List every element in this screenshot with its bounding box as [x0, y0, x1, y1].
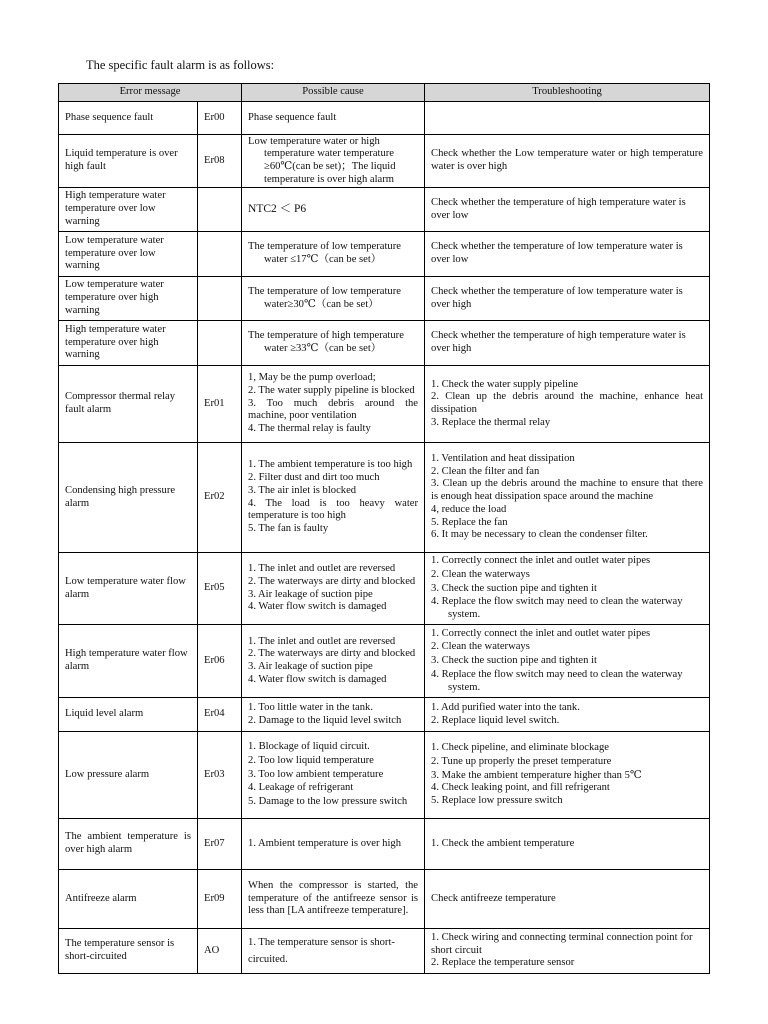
error-message: Low pressure alarm [59, 732, 198, 819]
cause-line: 5. The fan is faulty [248, 522, 329, 534]
trouble-line: 6. It may be necessary to clean the condenser filter. [431, 529, 648, 541]
trouble-line: Check whether the temperature of high temperature water is over high [431, 330, 686, 354]
error-code: Er09 [198, 870, 242, 929]
troubleshooting [425, 366, 710, 443]
possible-cause [242, 870, 425, 929]
trouble-line: 1. Correctly connect the inlet and outlet water pipes [431, 627, 651, 639]
cause-line: 1. The inlet and outlet are reversed [248, 563, 396, 575]
table-row [59, 277, 710, 321]
error-message: High temperature water temperature over low warning [59, 188, 198, 232]
cause-line: 3. Too low ambient temperature [248, 768, 384, 780]
cause-line: 1. The ambient temperature is too high [248, 459, 413, 471]
trouble-line: 4. Replace the flow switch may need to clean the waterway system. [431, 596, 683, 621]
cause-line: 4. Water flow switch is damaged [248, 673, 387, 685]
trouble-line: 5. Replace the fan [431, 516, 508, 528]
error-code: AO [198, 929, 242, 974]
cause-line: 1. The inlet and outlet are reversed [248, 635, 396, 647]
table-row [59, 443, 710, 553]
cause-line: 2. The waterways are dirty and blocked [248, 575, 416, 587]
possible-cause [242, 929, 425, 974]
troubleshooting [425, 732, 710, 819]
header-troubleshooting: Troubleshooting [425, 84, 710, 102]
trouble-line: Check antifreeze temperature [431, 892, 556, 904]
troubleshooting [425, 819, 710, 870]
troubleshooting [425, 870, 710, 929]
cause-line: 2. Too low liquid temperature [248, 754, 374, 766]
trouble-line: 4, reduce the load [431, 503, 507, 515]
error-code: Er01 [198, 366, 242, 443]
possible-cause [242, 553, 425, 625]
possible-cause [242, 732, 425, 819]
error-code: Er04 [198, 698, 242, 732]
error-message: Compressor thermal relay fault alarm [59, 366, 198, 443]
trouble-line: 2. Clean up the debris around the machine, enhance heat dissipation [431, 391, 704, 415]
troubleshooting [425, 698, 710, 732]
error-code [198, 321, 242, 366]
error-message: Low temperature water flow alarm [59, 553, 198, 625]
trouble-line: 1. Check the ambient temperature [431, 837, 575, 849]
possible-cause [242, 698, 425, 732]
trouble-line: 1. Check wiring and connecting terminal connection point for short circuit [431, 931, 693, 956]
cause-line: 5. Damage to the low pressure switch [248, 796, 408, 808]
possible-cause [242, 188, 425, 232]
trouble-line: 2. Clean the waterways [431, 568, 530, 580]
error-message: The ambient temperature is over high alarm [59, 819, 198, 870]
error-code [198, 277, 242, 321]
cause-line: 1, May be the pump overload; [248, 372, 376, 384]
table-row [59, 870, 710, 929]
table-row [59, 232, 710, 277]
cause-line: 4. Leakage of refrigerant [248, 782, 354, 794]
trouble-line: 2. Clean the filter and fan [431, 465, 540, 477]
trouble-line: 2. Replace the temperature sensor [431, 957, 575, 969]
trouble-line: 4. Replace the flow switch may need to clean the waterway system. [431, 668, 683, 693]
cause-line: Phase sequence fault [248, 111, 337, 123]
possible-cause [242, 625, 425, 698]
cause-line: 2. The waterways are dirty and blocked [248, 648, 416, 660]
trouble-line: 3. Make the ambient temperature higher than 5℃ [431, 769, 642, 781]
cause-line: 4. The load is too heavy water temperature is too high [248, 497, 419, 522]
cause-line: The temperature of low temperature water≥30℃（can be set） [248, 285, 401, 310]
possible-cause [242, 232, 425, 277]
cause-line: 1. Too little water in the tank. [248, 701, 373, 713]
table-row [59, 321, 710, 366]
error-message: The temperature sensor is short-circuited [59, 929, 198, 974]
error-code: Er02 [198, 443, 242, 553]
cause-line: 1. Ambient temperature is over high [248, 837, 401, 849]
possible-cause [242, 102, 425, 135]
table-row [59, 929, 710, 974]
trouble-line: Check whether the temperature of low temperature water is over low [431, 241, 683, 265]
table-row [59, 188, 710, 232]
cause-line: 2. Filter dust and dirt too much [248, 472, 380, 484]
table-row [59, 366, 710, 443]
error-code [198, 232, 242, 277]
error-code: Er08 [198, 135, 242, 188]
trouble-line: 2. Replace liquid level switch. [431, 714, 560, 726]
table-row [59, 625, 710, 698]
cause-line: When the compressor is started, the temperature of the antifreeze sensor is less than [LA antifreeze temperature]. [248, 879, 419, 917]
trouble-line: 2. Clean the waterways [431, 641, 530, 653]
error-message: Liquid level alarm [59, 698, 198, 732]
trouble-line: 5. Replace low pressure switch [431, 795, 563, 807]
troubleshooting [425, 929, 710, 974]
header-error-message: Error message [59, 84, 242, 102]
cause-line: 3. The air inlet is blocked [248, 484, 357, 496]
trouble-line: Check whether the Low temperature water or high temperature water is over high [431, 148, 704, 172]
cause-line: 2. The water supply pipeline is blocked [248, 384, 415, 396]
troubleshooting [425, 553, 710, 625]
possible-cause [242, 819, 425, 870]
possible-cause [242, 366, 425, 443]
trouble-line: Check whether the temperature of high temperature water is over low [431, 196, 686, 221]
error-message: Condensing high pressure alarm [59, 443, 198, 553]
table-header-row [59, 84, 710, 102]
cause-line: NTC2 ＜ P6 [248, 203, 307, 216]
possible-cause [242, 443, 425, 553]
trouble-line: 1. Correctly connect the inlet and outlet water pipes [431, 555, 651, 567]
error-code: Er03 [198, 732, 242, 819]
error-message: High temperature water flow alarm [59, 625, 198, 698]
trouble-line: 4. Check leaking point, and fill refrigerant [431, 782, 610, 794]
troubleshooting [425, 277, 710, 321]
possible-cause [242, 135, 425, 188]
troubleshooting [425, 135, 710, 188]
trouble-line: 1. Check pipeline, and eliminate blockage [431, 742, 609, 754]
intro-text: The specific fault alarm is as follows: [86, 58, 275, 72]
troubleshooting [425, 625, 710, 698]
error-code: Er06 [198, 625, 242, 698]
table-row [59, 553, 710, 625]
table-row [59, 102, 710, 135]
cause-line: 4. Water flow switch is damaged [248, 601, 387, 613]
trouble-line: 1. Check the water supply pipeline [431, 378, 579, 390]
cause-line: The temperature of high temperature water ≥33℃（can be set） [248, 330, 404, 354]
fault-alarm-table [58, 83, 710, 974]
troubleshooting [425, 232, 710, 277]
troubleshooting [425, 102, 710, 135]
error-code: Er00 [198, 102, 242, 135]
error-code: Er07 [198, 819, 242, 870]
cause-line: Low temperature water or high temperature water temperature ≥60℃(can be set)；The liquid temperature is over high alarm [248, 135, 396, 185]
trouble-line: 3. Clean up the debris around the machine to ensure that there is enough heat dissipation space around the machine [431, 478, 704, 503]
cause-line: 4. The thermal relay is faulty [248, 423, 371, 435]
error-message: Low temperature water temperature over high warning [59, 277, 198, 321]
trouble-line: 1. Add purified water into the tank. [431, 701, 580, 713]
possible-cause [242, 321, 425, 366]
error-message: High temperature water temperature over high warning [59, 321, 198, 366]
table-row [59, 698, 710, 732]
troubleshooting [425, 321, 710, 366]
table-row [59, 135, 710, 188]
trouble-line: 3. Check the suction pipe and tighten it [431, 655, 597, 667]
cause-line: 3. Too much debris around the machine, poor ventilation [248, 397, 419, 422]
cause-line: 3. Air leakage of suction pipe [248, 661, 373, 672]
trouble-line: 3. Replace the thermal relay [431, 416, 551, 428]
cause-line: 3. Air leakage of suction pipe [248, 588, 373, 600]
troubleshooting [425, 443, 710, 553]
trouble-line: 2. Tune up properly the preset temperature [431, 755, 612, 767]
error-code [198, 188, 242, 232]
trouble-line: Check whether the temperature of low temperature water is over high [431, 285, 683, 310]
cause-line: 1. The temperature sensor is short-circuited. [248, 937, 395, 965]
error-message: Low temperature water temperature over low warning [59, 232, 198, 277]
header-possible-cause: Possible cause [242, 84, 425, 102]
cause-line: The temperature of low temperature water ≤17℃（can be set） [248, 241, 401, 265]
cause-line: 1. Blockage of liquid circuit. [248, 741, 370, 753]
table-row [59, 732, 710, 819]
error-message: Phase sequence fault [59, 102, 198, 135]
table-row [59, 819, 710, 870]
trouble-line: 3. Check the suction pipe and tighten it [431, 582, 597, 594]
trouble-line: 1. Ventilation and heat dissipation [431, 453, 575, 465]
error-message: Liquid temperature is over high fault [59, 135, 198, 188]
error-code: Er05 [198, 553, 242, 625]
possible-cause [242, 277, 425, 321]
error-message: Antifreeze alarm [59, 870, 198, 929]
cause-line: 2. Damage to the liquid level switch [248, 714, 402, 726]
troubleshooting [425, 188, 710, 232]
